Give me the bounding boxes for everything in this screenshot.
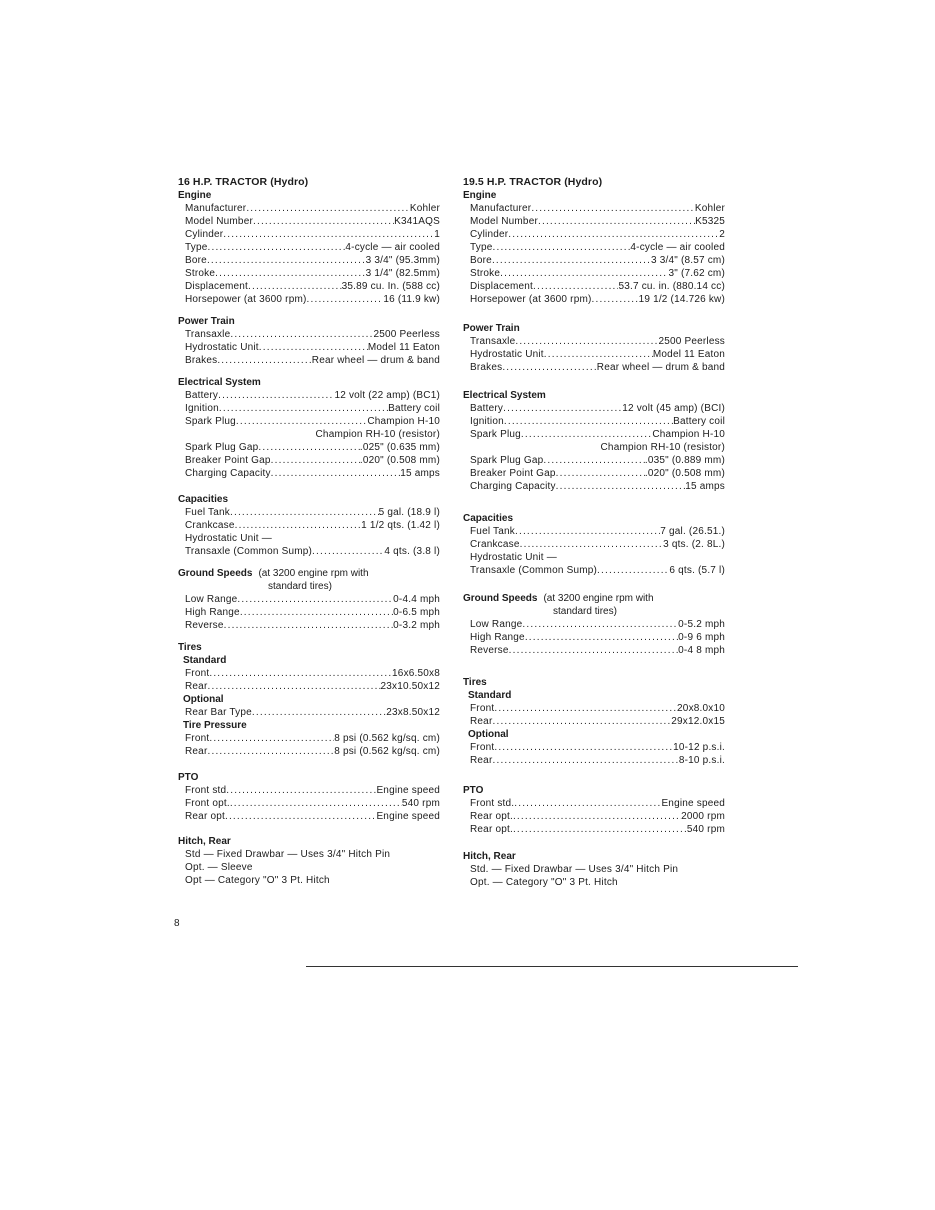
- spec-row: Displacement ..... 53.7 cu. in. (880.14 cc): [463, 280, 725, 293]
- spec-line: Opt. — Category "O" 3 Pt. Hitch: [470, 877, 618, 888]
- spec-row: Front opt. ..... 540 rpm: [178, 797, 440, 810]
- spec-column-16hp: [178, 176, 440, 887]
- section-heading: Tires: [463, 677, 487, 688]
- spec-line: Opt — Category "O" 3 Pt. Hitch: [185, 875, 330, 886]
- spec-row: Front std. ..... Engine speed: [463, 797, 725, 810]
- spec-row: Hydrostatic Unit ..... Model 11 Eaton: [178, 341, 440, 354]
- spec-column-19-5hp: [463, 176, 725, 889]
- bottom-rule: [306, 966, 798, 967]
- spec-row: Stroke ..... 3 1/4" (82.5mm): [178, 267, 440, 280]
- section-heading: Electrical System: [178, 377, 261, 388]
- spec-row: Horsepower (at 3600 rpm) ..... 19 1/2 (14.726 kw): [463, 293, 725, 306]
- section-heading: PTO: [463, 785, 484, 796]
- subsection-heading: Optional: [468, 729, 509, 740]
- spec-row: Low Range ..... 0-4.4 mph: [178, 593, 440, 606]
- spec-row: Displacement ..... 35.89 cu. In. (588 cc): [178, 280, 440, 293]
- spec-row: Battery ..... 12 volt (22 amp) (BC1): [178, 389, 440, 402]
- spec-label: Hydrostatic Unit —: [185, 533, 272, 544]
- spec-continuation: Champion RH-10 (resistor): [600, 442, 725, 453]
- spec-row: Reverse ..... 0-3.2 mph: [178, 619, 440, 632]
- section-heading: Electrical System: [463, 390, 546, 401]
- spec-row: Brakes ..... Rear wheel — drum & band: [463, 361, 725, 374]
- spec-row: Rear opt. ..... 540 rpm: [463, 823, 725, 836]
- spec-row: Breaker Point Gap ..... .020" (0.508 mm): [463, 467, 725, 480]
- spec-label: Hydrostatic Unit —: [470, 552, 557, 563]
- spec-row: High Range ..... 0-9 6 mph: [463, 631, 725, 644]
- spec-row: Spark Plug ..... Champion H-10: [178, 415, 440, 428]
- spec-row: Low Range ..... 0-5.2 mph: [463, 618, 725, 631]
- spec-row: Rear ..... 8 psi (0.562 kg/sq. cm): [178, 745, 440, 758]
- spec-row: Transaxle (Common Sump) ..... 4 qts. (3.8 l): [178, 545, 440, 558]
- spec-row: Horsepower (at 3600 rpm) ..... 16 (11.9 kw): [178, 293, 440, 306]
- pto-section: [178, 771, 440, 823]
- electrical-section: [463, 389, 725, 493]
- section-heading: Power Train: [463, 323, 520, 334]
- electrical-section: [178, 376, 440, 480]
- section-heading: Capacities: [463, 513, 514, 524]
- spec-row: Bore ..... 3 3/4" (95.3mm): [178, 254, 440, 267]
- spec-continuation: Champion RH-10 (resistor): [315, 429, 440, 440]
- spec-row: High Range ..... 0-6.5 mph: [178, 606, 440, 619]
- spec-row: Transaxle (Common Sump) ..... 6 qts. (5.7 l): [463, 564, 725, 577]
- capacities-section: [463, 512, 725, 577]
- hitch-section: [178, 835, 440, 887]
- section-note: standard tires): [268, 581, 332, 592]
- spec-row: Hydrostatic Unit ..... Model 11 Eaton: [463, 348, 725, 361]
- spec-row: Model Number ..... K5325: [463, 215, 725, 228]
- spec-row: Brakes ..... Rear wheel — drum & band: [178, 354, 440, 367]
- spec-row: Rear ..... 8-10 p.s.i.: [463, 754, 725, 767]
- spec-row: Rear ..... 29x12.0x15: [463, 715, 725, 728]
- subsection-heading: Standard: [468, 690, 512, 701]
- section-note: (at 3200 engine rpm with: [543, 593, 654, 604]
- power-train-section: [178, 315, 440, 367]
- spec-row: Rear Bar Type ..... 23x8.50x12: [178, 706, 440, 719]
- spec-row: Rear ..... 23x10.50x12: [178, 680, 440, 693]
- section-heading: Tires: [178, 642, 202, 653]
- spec-row: Cylinder ..... 2: [463, 228, 725, 241]
- spec-line: Opt. — Sleeve: [185, 862, 253, 873]
- power-train-section: [463, 322, 725, 374]
- spec-row: Crankcase ..... 3 qts. (2. 8L.): [463, 538, 725, 551]
- spec-row: Spark Plug Gap ..... .035" (0.889 mm): [463, 454, 725, 467]
- section-heading: Ground Speeds: [463, 593, 538, 604]
- spec-row: Battery ..... 12 volt (45 amp) (BCI): [463, 402, 725, 415]
- engine-section: [463, 189, 725, 306]
- spec-row: Breaker Point Gap ..... .020" (0.508 mm): [178, 454, 440, 467]
- page-number: 8: [174, 918, 180, 929]
- spec-row: Front ..... 10-12 p.s.i.: [463, 741, 725, 754]
- spec-row: Cylinder ..... 1: [178, 228, 440, 241]
- capacities-section: [178, 493, 440, 558]
- tractor-title: 16 H.P. TRACTOR (Hydro): [178, 176, 309, 188]
- spec-row: Front ..... 20x8.0x10: [463, 702, 725, 715]
- ground-speeds-section: [178, 567, 440, 632]
- spec-row: Stroke ..... 3" (7.62 cm): [463, 267, 725, 280]
- section-note: standard tires): [553, 606, 617, 617]
- spec-row: Front std ..... Engine speed: [178, 784, 440, 797]
- spec-row: Charging Capacity ..... 15 amps: [178, 467, 440, 480]
- section-heading: Hitch, Rear: [178, 836, 231, 847]
- spec-row: Ignition ..... Battery coil: [178, 402, 440, 415]
- engine-section: [178, 189, 440, 306]
- tractor-title: 19.5 H.P. TRACTOR (Hydro): [463, 176, 603, 188]
- spec-row: Bore ..... 3 3/4" (8.57 cm): [463, 254, 725, 267]
- section-heading: Capacities: [178, 494, 229, 505]
- hitch-section: [463, 850, 725, 889]
- section-heading: Engine: [463, 190, 497, 201]
- section-note: (at 3200 engine rpm with: [258, 568, 369, 579]
- spec-row: Rear opt. ..... 2000 rpm: [463, 810, 725, 823]
- spec-row: Model Number ..... K341AQS: [178, 215, 440, 228]
- spec-row: Spark Plug Gap ..... .025" (0.635 mm): [178, 441, 440, 454]
- spec-row: Transaxle ..... 2500 Peerless: [178, 328, 440, 341]
- subsection-heading: Standard: [183, 655, 227, 666]
- spec-row: Fuel Tank ..... 5 gal. (18.9 l): [178, 506, 440, 519]
- spec-row: Reverse ..... 0-4 8 mph: [463, 644, 725, 657]
- spec-row: Ignition ..... Battery coil: [463, 415, 725, 428]
- spec-row: Charging Capacity ..... 15 amps: [463, 480, 725, 493]
- spec-line: Std. — Fixed Drawbar — Uses 3/4" Hitch Pin: [470, 864, 679, 875]
- spec-row: Fuel Tank ..... 7 gal. (26.51.): [463, 525, 725, 538]
- section-heading: Hitch, Rear: [463, 851, 516, 862]
- pto-section: [463, 784, 725, 836]
- spec-row: Crankcase ..... 1 1/2 qts. (1.42 l): [178, 519, 440, 532]
- spec-line: Std — Fixed Drawbar — Uses 3/4" Hitch Pin: [185, 849, 391, 860]
- spec-row: Manufacturer ..... Kohler: [178, 202, 440, 215]
- spec-row: Front ..... 16x6.50x8: [178, 667, 440, 680]
- section-heading: Ground Speeds: [178, 568, 253, 579]
- spec-row: Spark Plug ..... Champion H-10: [463, 428, 725, 441]
- section-heading: Engine: [178, 190, 212, 201]
- ground-speeds-section: [463, 592, 725, 657]
- tires-section: [463, 676, 725, 767]
- spec-row: Type ..... 4-cycle — air cooled: [178, 241, 440, 254]
- section-heading: PTO: [178, 772, 199, 783]
- spec-row: Manufacturer ..... Kohler: [463, 202, 725, 215]
- subsection-heading: Optional: [183, 694, 224, 705]
- spec-row: Rear opt ..... Engine speed: [178, 810, 440, 823]
- tires-section: [178, 641, 440, 758]
- section-heading: Power Train: [178, 316, 235, 327]
- spec-row: Type ..... 4-cycle — air cooled: [463, 241, 725, 254]
- spec-row: Transaxle ..... 2500 Peerless: [463, 335, 725, 348]
- subsection-heading: Tire Pressure: [183, 720, 247, 731]
- spec-row: Front ..... 8 psi (0.562 kg/sq. cm): [178, 732, 440, 745]
